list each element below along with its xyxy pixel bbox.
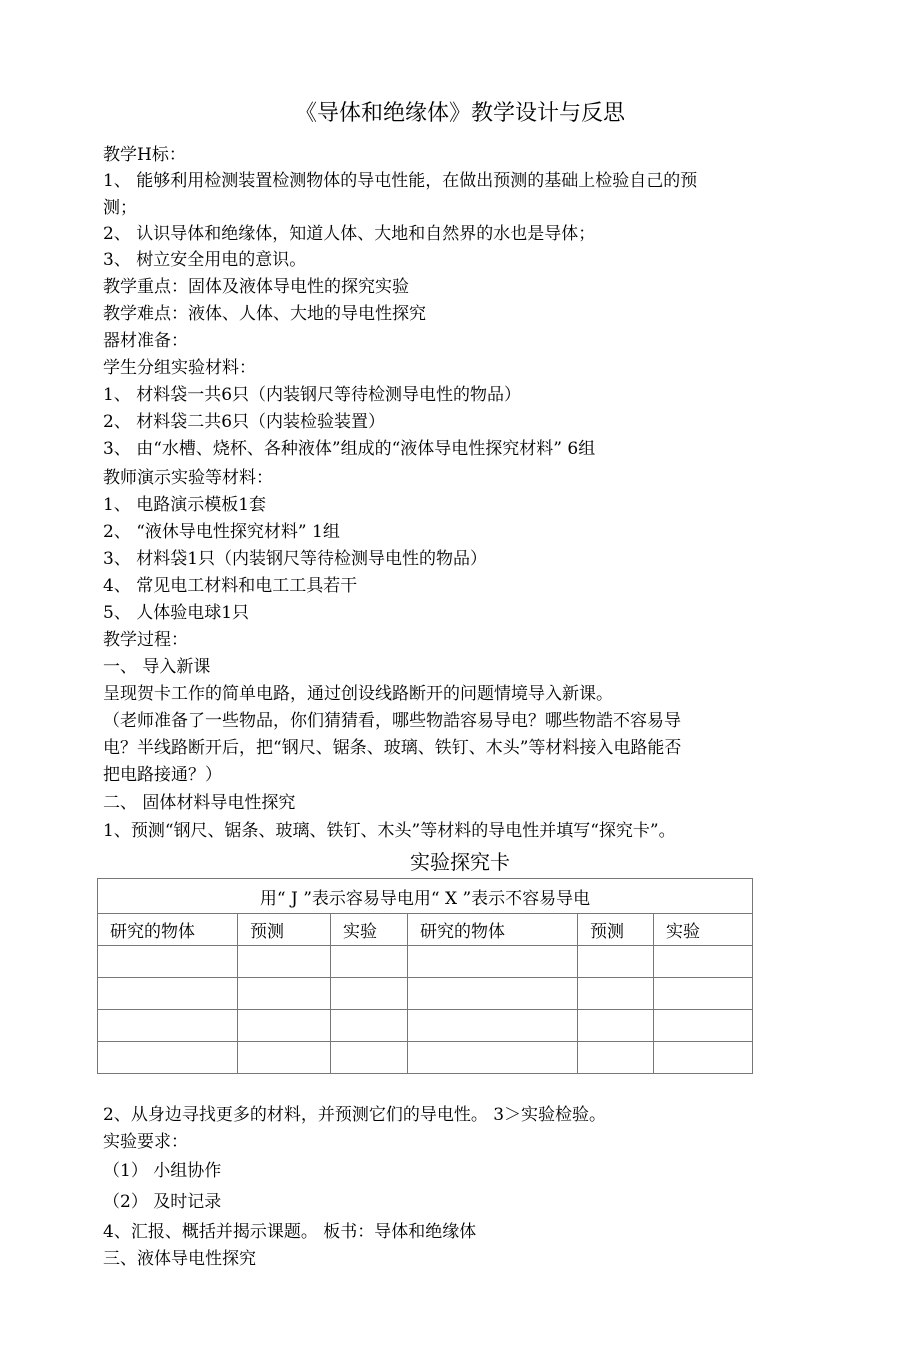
text-line: 5、 人体验电球1只 <box>103 603 250 623</box>
text-line: 4、 常见电工材料和电工工具若干 <box>103 576 358 596</box>
experiment-card-table <box>97 878 753 1074</box>
text-line: 教学重点：固体及液体导电性的探究实验 <box>103 277 409 297</box>
text-line: 教学过程： <box>103 630 188 650</box>
table-cell <box>408 946 578 978</box>
text-line: 实验要求： <box>103 1132 188 1152</box>
page-title: 《导体和绝缘体》教学设计与反思 <box>294 101 625 126</box>
table-cell <box>654 1042 753 1074</box>
table-cell <box>98 1010 238 1042</box>
text-line: 1、 电路演示模板1套 <box>103 495 267 515</box>
text-line: 2、从身边寻找更多的材料，并预测它们的导电性。 3＞实验检验。 <box>103 1105 607 1125</box>
text-line: 器材准备： <box>103 331 188 351</box>
column-header: 预测 <box>238 914 331 946</box>
table-cell <box>578 1042 654 1074</box>
table-cell <box>578 1010 654 1042</box>
text-line: 1、 材料袋一共6只（内装钢尺等待检测导电性的物品） <box>103 385 522 405</box>
table-cell <box>331 1010 408 1042</box>
text-line: 3、 树立安全用电的意识。 <box>103 250 307 270</box>
table-cell <box>408 1042 578 1074</box>
table-cell <box>98 978 238 1010</box>
table-cell <box>408 978 578 1010</box>
column-header: 研究的物体 <box>98 914 238 946</box>
text-line: 学生分组实验材料： <box>103 358 256 378</box>
text-line: （老师准备了一些物品，你们猜猜看，哪些物誥容易导电？哪些物誥不容易导 <box>103 711 681 731</box>
text-line: 测； <box>103 198 137 218</box>
table-cell <box>578 978 654 1010</box>
table-row <box>98 1010 753 1042</box>
table-caption-row <box>98 879 753 914</box>
text-line: 1、 能够利用检测装置检测物体的导屯性能，在做出预测的基础上检验自己的预 <box>103 171 698 191</box>
text-line: 1、预测“钢尺、锯条、玻璃、铁钉、木头”等材料的导电性并填写“探究卡”。 <box>103 821 676 841</box>
table-row <box>98 1042 753 1074</box>
table-cell <box>238 978 331 1010</box>
table-cell <box>331 946 408 978</box>
table-cell <box>654 978 753 1010</box>
text-line: 电？半线路断开后，把“钢尺、锯条、玻璃、铁钉、木头”等材料接入电路能否 <box>103 738 682 758</box>
table-caption: 用“ J ”表示容易导电用“ X ”表示不容易导电 <box>98 879 753 914</box>
text-line: 把电路接通？） <box>103 765 222 785</box>
text-line: 2、 认识导体和绝缘体，知道人体、大地和自然界的水也是导体； <box>103 224 596 244</box>
column-header: 实验 <box>331 914 408 946</box>
text-line: 三、液体导电性探究 <box>103 1249 256 1269</box>
text-line: 4、汇报、概括并揭示课题。 板书：导体和绝缘体 <box>103 1222 477 1242</box>
table-row <box>98 946 753 978</box>
text-line: 呈现贺卡工作的简单电路，通过创设线路断开的问题情境导入新课。 <box>103 684 613 704</box>
table-row <box>98 978 753 1010</box>
table-cell <box>238 1010 331 1042</box>
text-line: 3、 材料袋1只（内装钢尺等待检测导电性的物品） <box>103 549 488 569</box>
table-cell <box>98 1042 238 1074</box>
table-cell <box>238 1042 331 1074</box>
table-cell <box>654 946 753 978</box>
table-cell <box>331 1042 408 1074</box>
text-line: 教师演示实验等材料： <box>103 468 273 488</box>
text-line: 教学H标： <box>103 145 186 165</box>
text-line: 一、 导入新课 <box>103 657 211 677</box>
text-line: （2） 及时记录 <box>103 1192 222 1212</box>
text-line: 2、 材料袋二共6只（内装检验装置） <box>103 412 386 432</box>
column-header: 预测 <box>578 914 654 946</box>
text-line: 教学难点：液体、人体、大地的导电性探究 <box>103 304 426 324</box>
text-line: 二、 固体材料导电性探究 <box>103 793 296 813</box>
table-cell <box>654 1010 753 1042</box>
table-cell <box>408 1010 578 1042</box>
text-line: 2、 “液休导电性探究材料” 1组 <box>103 522 340 542</box>
text-line: （1） 小组协作 <box>103 1161 222 1181</box>
table-header-row <box>98 914 753 946</box>
table-cell <box>238 946 331 978</box>
table-cell <box>331 978 408 1010</box>
column-header: 研究的物体 <box>408 914 578 946</box>
table-cell <box>98 946 238 978</box>
table-cell <box>578 946 654 978</box>
card-title: 实验探究卡 <box>410 850 510 874</box>
text-line: 3、 由“水槽、烧杯、各种液体”组成的“液体导电性探究材料” 6组 <box>103 439 596 459</box>
column-header: 实验 <box>654 914 753 946</box>
